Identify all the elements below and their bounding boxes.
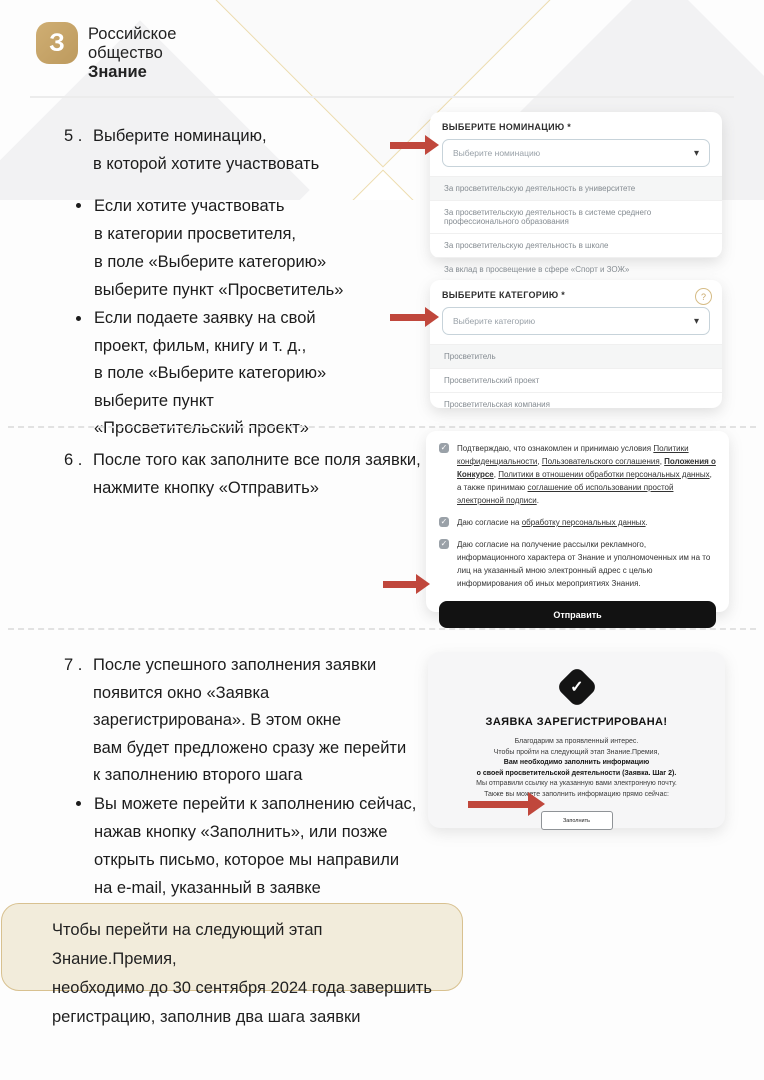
chevron-down-icon: ▾ (693, 147, 699, 159)
bullet-dot (76, 316, 81, 321)
step5-bullet-1 (76, 192, 421, 304)
consent-text-segment: , (537, 457, 542, 466)
bullet-line: в категории просветителя, (94, 225, 296, 243)
nomination-option[interactable]: За просветительскую деятельность в университете (430, 176, 722, 200)
pointer-arrow (383, 574, 430, 594)
step5-title-line: в которой хотите участвовать (93, 155, 320, 173)
bullet-line: выберите пункт «Просветитель» (94, 281, 344, 299)
bullet-line: Вы можете перейти к заполнению сейчас, (94, 795, 417, 813)
bullet-line: Если хотите участвовать (94, 197, 285, 215)
bullet-lines (94, 305, 326, 443)
step-number: 5 . (64, 127, 83, 145)
consents-panel (426, 431, 729, 620)
pointer-arrow (468, 792, 545, 816)
bullet-line: проект, фильм, книгу и т. д., (94, 336, 307, 355)
checkbox-checked-icon[interactable]: ✓ (440, 539, 448, 548)
help-icon[interactable]: ? (695, 288, 712, 305)
bullet-line: на e-mail, указанный в заявке (94, 879, 321, 897)
bullet-line: «Просветительский проект» (94, 419, 309, 437)
consent-row-terms (439, 442, 716, 507)
check-glyph: ✓ (569, 679, 584, 696)
pointer-arrow (390, 135, 439, 155)
modal-title: ЗАЯВКА ЗАРЕГИСТРИРОВАНА! (485, 716, 668, 728)
category-select-placeholder: Выберите категорию (453, 316, 536, 326)
deadline-callout (1, 903, 463, 1026)
logo-letter: З (49, 28, 65, 57)
step-number: 7 . (64, 656, 83, 674)
personal-data-policy-link[interactable]: Политики в отношении обработки персональных данных (498, 470, 710, 479)
section-divider (8, 628, 756, 630)
callout-line: Чтобы перейти на следующий этап Знание.Премия, (52, 921, 323, 968)
step7-title-line: зарегистрирована». В этом окне (93, 711, 342, 729)
consent-text-segment: . (645, 518, 648, 527)
arrow-shaft (390, 142, 425, 149)
modal-text-line: Мы отправили ссылку на указанную вами электронную почту. (476, 780, 677, 787)
nomination-select-placeholder: Выберите номинацию (453, 148, 541, 158)
consent-text-segment: Даю согласие на (457, 518, 522, 527)
arrow-head (425, 307, 439, 327)
category-option[interactable]: Просветитель (430, 344, 722, 368)
bullet-dot (76, 801, 81, 806)
category-option[interactable]: Просветительская компания (430, 392, 722, 416)
nomination-option[interactable]: За просветительскую деятельность в школе (430, 233, 722, 257)
arrow-shaft (390, 314, 425, 321)
consent-row-personal-data (439, 516, 716, 529)
step-number: 6 . (64, 451, 83, 469)
modal-text-line: о своей просветительской деятельности (Заявка. Шаг 2). (476, 769, 677, 777)
bullet-line: нажав кнопку «Заполнить», или позже (94, 823, 388, 841)
step7-title-line: вам будет предложено сразу же перейти (93, 738, 407, 757)
bullet-line: в поле «Выберите категорию» (94, 253, 327, 271)
arrow-shaft (383, 581, 416, 588)
category-select[interactable] (442, 307, 710, 335)
fill-in-button[interactable]: Заполнить (541, 811, 613, 830)
consent-terms-text (457, 442, 716, 507)
bullet-line: Если подаете заявку на свой (94, 309, 316, 327)
step7-title-line: появится окно «Заявка (93, 683, 270, 702)
logo-wordmark (88, 22, 176, 82)
nomination-option[interactable]: За просветительскую деятельность в системе среднего профессионального образования (430, 200, 722, 233)
modal-text-line: Вам необходимо заполнить информацию (503, 759, 650, 766)
callout-line: регистрацию, заполнив два шага заявки (52, 1008, 361, 1026)
step5-bullet-2 (76, 305, 421, 443)
arrow-shaft (468, 801, 528, 808)
step7-title (64, 652, 434, 790)
consent-text-segment: , (493, 470, 499, 479)
checkbox-checked-icon[interactable]: ✓ (440, 443, 448, 452)
submit-button[interactable]: Отправить (439, 601, 716, 628)
step5-title-lines (93, 122, 319, 178)
step7-title-lines (93, 652, 406, 790)
znanie-logo-icon (36, 22, 78, 64)
step6-title-lines (93, 446, 421, 502)
step6-title-line: нажмите кнопку «Отправить» (93, 479, 319, 497)
arrow-head (416, 574, 430, 594)
nomination-options (430, 176, 722, 281)
logo-line: общество (88, 44, 163, 62)
step6-title (64, 446, 434, 502)
section-divider (8, 426, 756, 428)
user-agreement-link[interactable]: Пользовательского соглашения (541, 457, 660, 466)
consent-text-segment: Подтверждаю, что ознакомлен и принимаю условия (457, 444, 654, 453)
znanie-logo (36, 22, 176, 82)
step7-bullet (76, 790, 446, 902)
nomination-panel (430, 112, 722, 274)
consent-row-mailing (439, 538, 716, 590)
chevron-down-icon: ▾ (693, 315, 699, 327)
e-signature-agreement-link[interactable]: соглашение об использовании простой электронной подписи (457, 483, 674, 505)
category-label: ВЫБЕРИТЕ КАТЕГОРИЮ * (442, 290, 566, 300)
modal-text-line: Чтобы пройти на следующий этап Знание.Премия, (493, 748, 660, 756)
nomination-select[interactable] (442, 139, 710, 167)
nomination-option[interactable]: За вклад в просвещение в сфере «Спорт и ЗОЖ» (430, 257, 722, 281)
arrow-head (528, 792, 545, 816)
checkbox-checked-icon[interactable]: ✓ (440, 517, 448, 526)
step5-title-line: Выберите номинацию, (93, 127, 267, 145)
step7-title-line: к заполнению второго шага (93, 766, 303, 784)
step6-title-line: После того как заполните все поля заявки, (93, 451, 421, 469)
consent-personal-data-text (457, 516, 648, 529)
consent-text-segment: , а также принимаю (457, 470, 712, 492)
logo-line: Российское (88, 25, 177, 43)
modal-text (428, 737, 725, 800)
step5-title (64, 122, 424, 178)
bullet-dot (76, 203, 81, 208)
callout-line: необходимо до 30 сентября 2024 года завершить (52, 979, 432, 997)
data-processing-link[interactable]: обработку персональных данных (521, 518, 646, 527)
category-option[interactable]: Просветительский проект (430, 368, 722, 392)
step7-title-line: После успешного заполнения заявки (93, 656, 377, 674)
success-check-icon (555, 666, 597, 708)
bullet-lines (94, 790, 416, 902)
bullet-line: в поле «Выберите категорию» (94, 364, 327, 382)
privacy-policy-link[interactable]: Политики конфиденциальности (457, 444, 689, 466)
bullet-line: открыть письмо, которое мы направили (94, 851, 400, 869)
modal-text-line: Также вы можете заполнить информацию прямо сейчас: (484, 790, 669, 798)
category-options (430, 344, 722, 416)
category-panel (430, 280, 722, 408)
bullet-lines (94, 192, 343, 304)
consent-text-segment: . (536, 496, 539, 505)
consent-text-segment: , (659, 457, 665, 466)
modal-text-line: Благодарим за проявленный интерес. (514, 738, 639, 745)
contest-regulations-link[interactable]: Положения о Конкурсе (457, 457, 716, 479)
consent-mailing-text: Даю согласие на получение рассылки рекламного, информационного характера от Знание и уполномоченных им на то лиц на указанный мною электронный адрес с целью информирования об иных мероприятиях Знания. (457, 540, 711, 588)
header-divider (30, 96, 734, 98)
pointer-arrow (390, 307, 439, 327)
nomination-label: ВЫБЕРИТЕ НОМИНАЦИЮ * (442, 122, 572, 132)
logo-line: Знание (88, 63, 147, 81)
arrow-head (425, 135, 439, 155)
bullet-line: выберите пункт (94, 391, 214, 410)
